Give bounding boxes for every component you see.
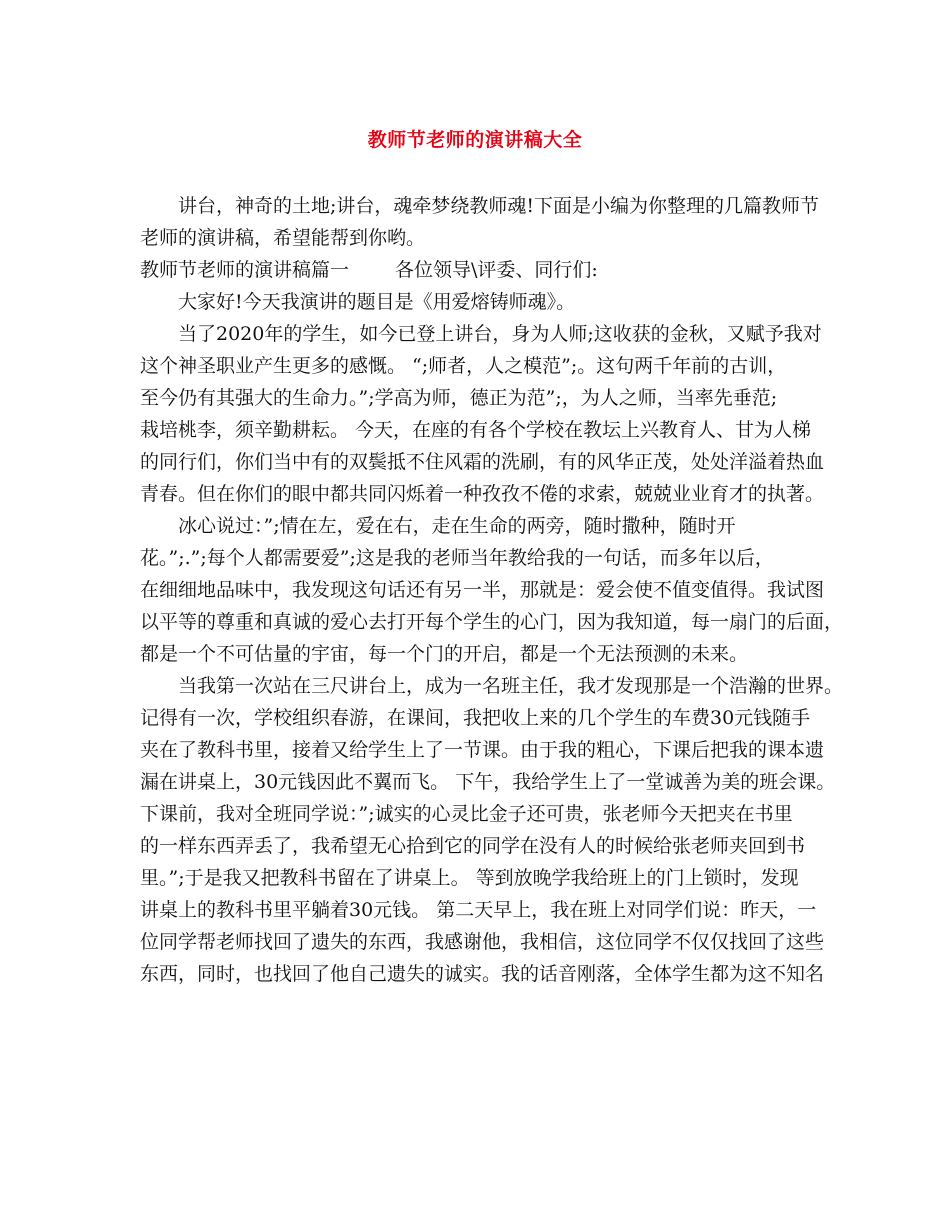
paragraph-line: 下课前，我对全班同学说：”;诚实的心灵比金子还可贵，张老师今天把夹在书里	[140, 803, 793, 825]
document-title: 教师节老师的演讲稿大全	[367, 129, 583, 151]
paragraph-line: 都是一个不可估量的宇宙，每一个门的开启，都是一个无法预测的未来。	[140, 643, 749, 665]
paragraph-line: 这个神圣职业产生更多的感慨。 “;师者，人之模范”;。这句两千年前的古训，	[140, 355, 787, 377]
paragraph-line: 讲桌上的教科书里平躺着30元钱。 第二天早上，我在班上对同学们说：昨天，一	[140, 899, 817, 921]
paragraph-line: 当我第一次站在三尺讲台上，成为一名班主任，我才发现那是一个浩瀚的世界。	[178, 675, 844, 697]
paragraph-line: 的一样东西弄丢了，我希望无心拾到它的同学在没有人的时候给张老师夹回到书	[140, 835, 806, 857]
paragraph-line: 青春。但在你们的眼中都共同闪烁着一种孜孜不倦的求索，兢兢业业育才的执著。	[140, 483, 825, 505]
paragraph-line: 里。”;于是我又把教科书留在了讲桌上。 等到放晚学我给班上的门上锁时，发现	[140, 867, 799, 889]
section-heading: 教师节老师的演讲稿篇一	[140, 259, 350, 281]
paragraph-line: 在细细地品味中，我发现这句话还有另一半，那就是：爱会使不值变值得。我试图	[140, 579, 825, 601]
paragraph-line: 栽培桃李，须辛勤耕耘。 今天，在座的有各个学校在教坛上兴教育人、甘为人梯	[140, 419, 812, 441]
paragraph-line: 讲台，神奇的土地;讲台，魂牵梦绕教师魂!下面是小编为你整理的几篇教师节	[178, 195, 820, 217]
paragraph-line: 当了2020年的学生，如今已登上讲台，身为人师;这收获的金秋，又赋予我对	[178, 323, 822, 345]
salutation: 各位领导\评委、同行们:	[395, 259, 598, 281]
paragraph-line: 位同学帮老师找回了遗失的东西，我感谢他，我相信，这位同学不仅仅找回了这些	[140, 931, 825, 953]
paragraph-line: 以平等的尊重和真诚的爱心去打开每个学生的心门，因为我知道，每一扇门的后面，	[140, 611, 844, 633]
document-body	[140, 190, 844, 990]
paragraph-line: 花。”;.”;每个人都需要爱”;这是我的老师当年教给我的一句话，而多年以后，	[140, 547, 774, 569]
paragraph-line: 冰心说过：”;情在左，爱在右，走在生命的两旁，随时撒种，随时开	[178, 515, 736, 537]
paragraph-line: 大家好!今天我演讲的题目是《用爱熔铸师魂》。	[178, 291, 576, 313]
paragraph-line: 记得有一次，学校组织春游，在课间，我把收上来的几个学生的车费30元钱随手	[140, 707, 811, 729]
paragraph-line: 的同行们，你们当中有的双鬓抵不住风霜的洗刷，有的风华正茂，处处洋溢着热血	[140, 451, 825, 473]
paragraph-line: 至今仍有其强大的生命力。”;学高为师，德正为范”;，为人之师，当率先垂范;	[140, 387, 778, 409]
paragraph-line: 东西，同时，也找回了他自己遗失的诚实。我的话音刚落，全体学生都为这不知名	[140, 963, 825, 985]
paragraph-line: 漏在讲桌上，30元钱因此不翼而飞。 下午，我给学生上了一堂诚善为美的班会课。	[140, 771, 836, 793]
section-heading-line	[140, 254, 825, 286]
paragraph-line: 夹在了教科书里，接着又给学生上了一节课。由于我的粗心，下课后把我的课本遗	[140, 739, 825, 761]
paragraph-line: 老师的演讲稿，希望能帮到你哟。	[140, 227, 426, 249]
